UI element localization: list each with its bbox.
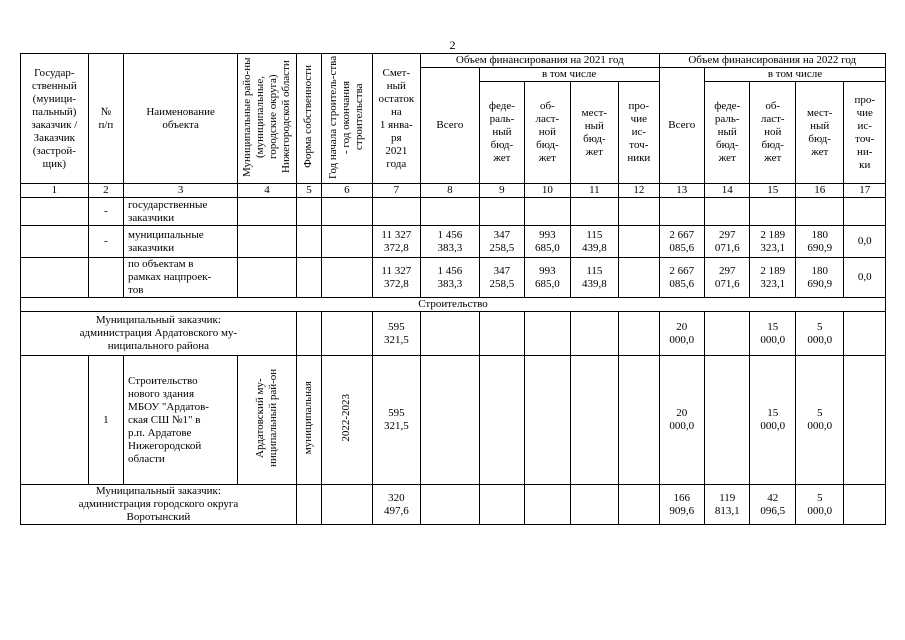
estimate-value: 595 321,5 (372, 356, 421, 485)
federal-2021: 347 258,5 (479, 226, 524, 258)
column-number: 1 (21, 184, 89, 198)
row-number: - (88, 226, 123, 258)
estimate-value: 320 497,6 (372, 485, 421, 525)
column-number: 17 (844, 184, 886, 198)
total-2022: 20 000,0 (659, 312, 704, 356)
row-number: - (88, 198, 123, 226)
column-number: 3 (124, 184, 238, 198)
local-2021: 115 439,8 (570, 226, 619, 258)
column-number: 13 (659, 184, 704, 198)
table-row (21, 356, 886, 485)
header-object-name: Наименование объекта (124, 54, 238, 184)
column-number: 14 (705, 184, 750, 198)
column-number: 7 (372, 184, 421, 198)
header-total-2021: Всего (421, 68, 480, 184)
header-other-2022: про- чие ис- точ- ни- ки (844, 82, 886, 184)
district-value: Ардатовский му-ниципальный рай-он (254, 368, 280, 468)
column-number: 8 (421, 184, 480, 198)
regional-2022: 15 000,0 (750, 356, 795, 485)
header-other-2021: про- чие ис- точ- ники (619, 82, 659, 184)
years-cell (322, 356, 373, 485)
header-incl-2022: в том числе (705, 68, 886, 82)
header-district-cell (238, 54, 297, 184)
estimate-value: 11 327 372,8 (372, 258, 421, 298)
header-customer: Государ- ственный (муници- пальный) заказчик / Заказчик (застрой- щик) (21, 54, 89, 184)
customer-name: Муниципальный заказчик: администрация городского округа Воротынский (21, 485, 297, 525)
regional-2022: 2 189 323,1 (750, 226, 795, 258)
row-name: по объектам в рамках нацпроек- тов (124, 258, 238, 298)
local-2022: 5 000,0 (795, 312, 844, 356)
header-regional-2021: об- ласт- ной бюд- жет (525, 82, 570, 184)
header-fin-2021: Объем финансирования на 2021 год (421, 54, 659, 68)
header-local-2021: мест- ный бюд- жет (570, 82, 619, 184)
regional-2022: 2 189 323,1 (750, 258, 795, 298)
total-2022: 2 667 085,6 (659, 226, 704, 258)
total-2021: 1 456 383,3 (421, 226, 480, 258)
header-fin-2022: Объем финансирования на 2022 год (659, 54, 885, 68)
table-row (21, 312, 886, 356)
local-2022: 5 000,0 (795, 356, 844, 485)
regional-2021: 993 685,0 (525, 258, 570, 298)
federal-2022: 297 071,6 (705, 226, 750, 258)
column-number: 4 (238, 184, 297, 198)
column-number: 10 (525, 184, 570, 198)
table-row (21, 226, 886, 258)
column-number: 2 (88, 184, 123, 198)
local-2022: 180 690,9 (795, 258, 844, 298)
header-total-2022: Всего (659, 68, 704, 184)
ownership-value: муниципальная (302, 381, 315, 455)
section-title: Строительство (21, 298, 886, 312)
local-2022: 5 000,0 (795, 485, 844, 525)
local-2021: 115 439,8 (570, 258, 619, 298)
total-2022: 2 667 085,6 (659, 258, 704, 298)
other-2022: 0,0 (844, 226, 886, 258)
header-ownership-cell (296, 54, 321, 184)
column-number: 16 (795, 184, 844, 198)
total-2022: 166 909,6 (659, 485, 704, 525)
regional-2021: 993 685,0 (525, 226, 570, 258)
column-number: 9 (479, 184, 524, 198)
header-district: Муниципальные райо-ны (муниципальные, городские округа) Нижегородской области (241, 56, 293, 177)
header-incl-2021: в том числе (479, 68, 659, 82)
header-local-2022: мест- ный бюд- жет (795, 82, 844, 184)
header-years-cell (322, 54, 373, 184)
header-federal-2021: феде- раль- ный бюд- жет (479, 82, 524, 184)
header-years: Год начала строитель-ства - год окончания строительства (327, 54, 366, 179)
header-regional-2022: об- ласт- ной бюд- жет (750, 82, 795, 184)
table-row (21, 198, 886, 226)
estimate-value: 595 321,5 (372, 312, 421, 356)
column-number: 11 (570, 184, 619, 198)
row-number: 1 (88, 356, 123, 485)
table-row (21, 485, 886, 525)
federal-2021: 347 258,5 (479, 258, 524, 298)
row-name: муниципальные заказчики (124, 226, 238, 258)
header-estimate: Смет- ный остаток на 1 янва- ря 2021 года (372, 54, 421, 184)
header-federal-2022: феде- раль- ный бюд- жет (705, 82, 750, 184)
table-row (21, 258, 886, 298)
local-2022: 180 690,9 (795, 226, 844, 258)
column-number: 5 (296, 184, 321, 198)
column-number: 15 (750, 184, 795, 198)
page-number: 2 (449, 38, 456, 52)
row-name: государственные заказчики (124, 198, 238, 226)
header-number: № п/п (88, 54, 123, 184)
total-2021: 1 456 383,3 (421, 258, 480, 298)
years-value: 2022-2023 (340, 394, 353, 442)
financing-table (20, 53, 886, 525)
district-cell (238, 356, 297, 485)
column-number-row (21, 184, 886, 198)
regional-2022: 42 096,5 (750, 485, 795, 525)
ownership-cell (296, 356, 321, 485)
header-ownership: Форма собственности (302, 65, 315, 168)
federal-2022: 297 071,6 (705, 258, 750, 298)
other-2022: 0,0 (844, 258, 886, 298)
column-number: 6 (322, 184, 373, 198)
row-name: Строительство нового здания МБОУ "Ардатов- ская СШ №1" в р.п. Ардатове Нижегородской области (124, 356, 238, 485)
total-2022: 20 000,0 (659, 356, 704, 485)
customer-name: Муниципальный заказчик: администрация Ардатовского му- ниципального района (21, 312, 297, 356)
regional-2022: 15 000,0 (750, 312, 795, 356)
federal-2022: 119 813,1 (705, 485, 750, 525)
column-number: 12 (619, 184, 659, 198)
estimate-value: 11 327 372,8 (372, 226, 421, 258)
